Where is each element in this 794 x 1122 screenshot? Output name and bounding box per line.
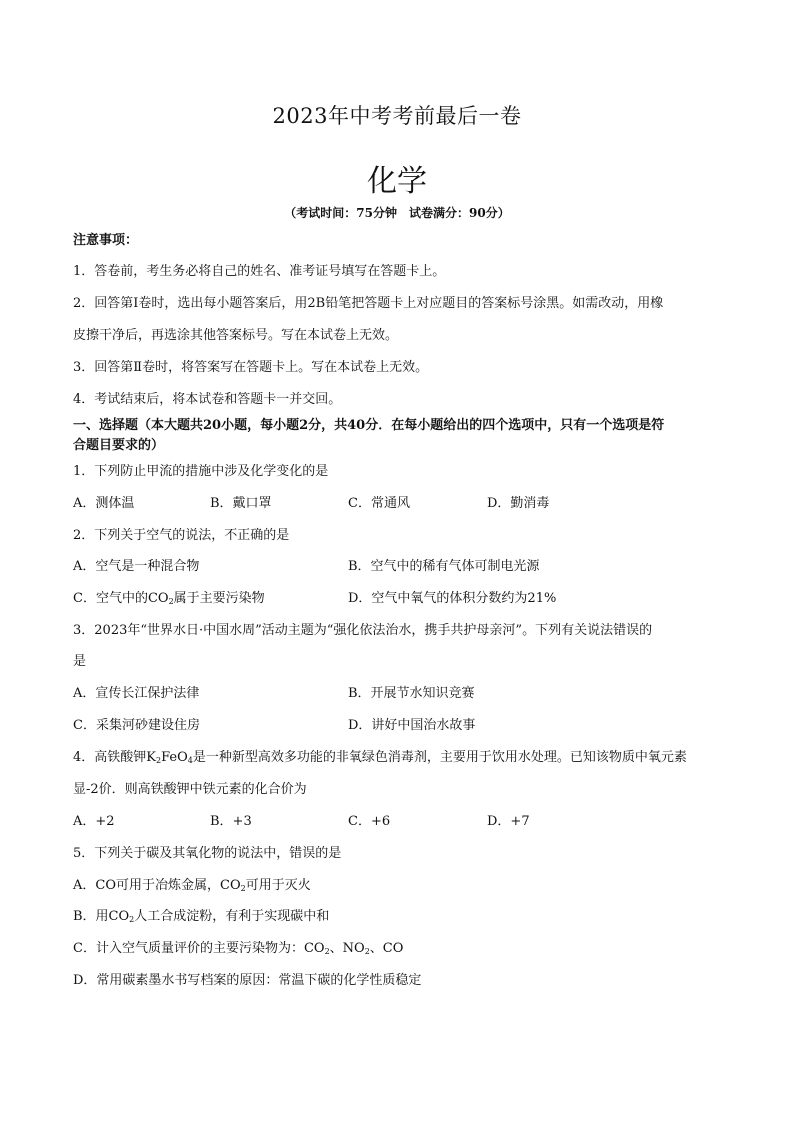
question-1-option-a: A．测体温	[73, 496, 135, 511]
section1-heading-cont: 合题目要求的）	[73, 438, 165, 453]
question-3-option-a: A．宣传长江保护法律	[73, 686, 200, 701]
question-1-option-c: C．常通风	[348, 496, 410, 511]
question-5-option-a: A．CO可用于冶炼金属，$CO_2$可用于灭火	[73, 878, 311, 893]
question-3-option-c: C．采集河砂建设住房	[73, 718, 200, 733]
question-4-option-d: D．+7	[487, 814, 530, 829]
question-1-option-d: D．勤消毒	[487, 496, 550, 511]
notice-item-2-cont: 皮擦干净后，再选涂其他答案标号。写在本试卷上无效。	[73, 328, 399, 343]
question-2-option-d: D．空气中氧气的体积分数约为21%	[348, 591, 557, 606]
question-3-stem-cont: 是	[73, 654, 87, 669]
question-3-option-d: D．讲好中国治水故事	[348, 718, 476, 733]
question-4-option-b: B．+3	[210, 814, 252, 829]
question-1-stem: 1．下列防止甲流的措施中涉及化学变化的是	[73, 464, 329, 479]
notice-item-3: 3．回答第Ⅱ卷时，将答案写在答题卡上。写在本试卷上无效。	[73, 360, 429, 375]
notice-heading: 注意事项：	[73, 233, 139, 248]
question-5-option-d: D．常用碳素墨水书写档案的原因：常温下碳的化学性质稳定	[73, 973, 422, 988]
notice-item-4: 4．考试结束后，将本试卷和答题卡一并交回。	[73, 392, 342, 407]
question-1-option-b: B．戴口罩	[210, 496, 272, 511]
question-3-stem: 3．2023年“世界水日·中国水周”活动主题为“强化依法治水，携手共护母亲河”。下列有关说法错误的	[73, 623, 653, 638]
exam-info: （考试时间：75分钟 试卷满分：90分）	[284, 206, 510, 220]
notice-item-1: 1．答卷前，考生务必将自己的姓名、准考证号填写在答题卡上。	[73, 264, 446, 279]
subject-title: 化学	[367, 164, 427, 199]
question-2-option-a: A．空气是一种混合物	[73, 559, 200, 574]
question-4-option-a: A．+2	[73, 814, 115, 829]
question-4-stem-cont: 显-2价．则高铁酸钾中铁元素的化合价为	[73, 782, 307, 797]
question-5-stem: 5．下列关于碳及其氧化物的说法中，错误的是	[73, 846, 342, 861]
question-3-option-b: B．开展节水知识竞赛	[348, 686, 475, 701]
question-4-stem: 4．高铁酸钾$K_2FeO_4$是一种新型高效多功能的非氧绿色消毒剂，主要用于饮用水处理。已知该物质中氧元素	[73, 750, 687, 765]
question-2-option-b: B．空气中的稀有气体可制电光源	[348, 559, 540, 574]
exam-title: 2023年中考考前最后一卷	[272, 104, 522, 128]
question-5-option-b: B．用$CO_2$人工合成淀粉，有利于实现碳中和	[73, 909, 330, 924]
question-2-stem: 2．下列关于空气的说法，不正确的是	[73, 528, 290, 543]
question-2-option-c: C．空气中的$CO_2$属于主要污染物	[73, 591, 265, 606]
question-4-option-c: C．+6	[348, 814, 391, 829]
section1-heading: 一、选择题（本大题共20小题，每小题2分，共40分．在每小题给出的四个选项中，只有一个选项是符	[73, 418, 665, 433]
question-5-option-c: C．计入空气质量评价的主要污染物为：$CO_2$、$NO_2$、CO	[73, 941, 404, 956]
notice-item-2: 2．回答第Ⅰ卷时，选出每小题答案后，用2B铅笔把答题卡上对应题目的答案标号涂黑。如需改动，用橡	[73, 296, 664, 311]
